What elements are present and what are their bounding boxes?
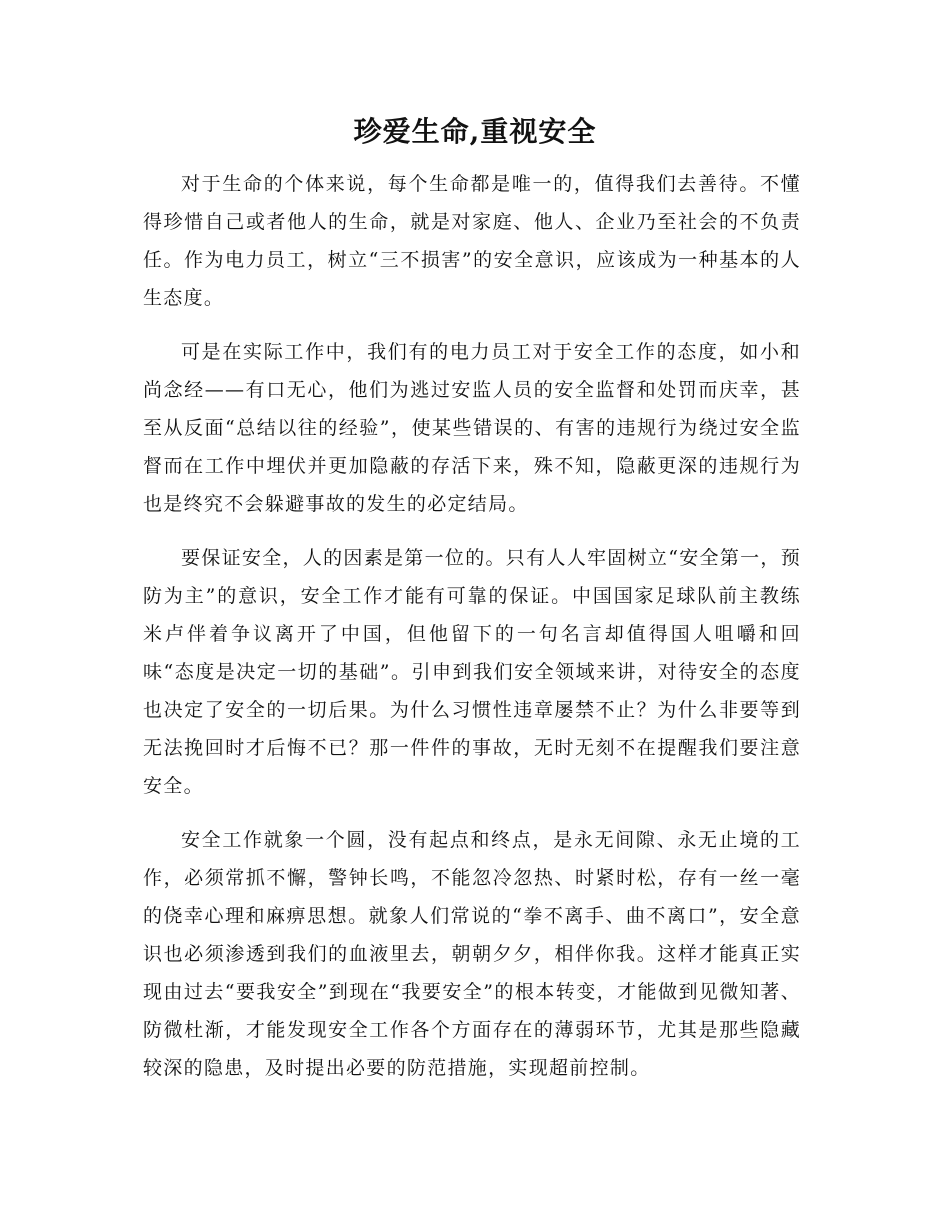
paragraph-4: 安全工作就象一个圆，没有起点和终点，是永无间隙、永无止境的工作，必须常抓不懈，警钟长鸣，不能忽冷忽热、时紧时松，存有一丝一毫的侥幸心理和麻痹思想。就象人们常说的“拳不离手、曲不离口”，安全意识也必须渗透到我们的血液里去，朝朝夕夕，相伴你我。这样才能真正实现由过去“要我安全”到现在“我要安全”的根本转变，才能做到见微知著、防微杜渐，才能发现安全工作各个方面存在的薄弱环节，尤其是那些隐藏较深的隐患，及时提出必要的防范措施，实现超前控制。 — [143, 829, 801, 1079]
paragraph-1: 对于生命的个体来说，每个生命都是唯一的，值得我们去善待。不懂得珍惜自己或者他人的生命，就是对家庭、他人、企业乃至社会的不负责任。作为电力员工，树立“三不损害”的安全意识，应该成为一种基本的人生态度。 — [143, 173, 801, 309]
paragraph-2: 可是在实际工作中，我们有的电力员工对于安全工作的态度，如小和尚念经——有口无心，他们为逃过安监人员的安全监督和处罚而庆幸，甚至从反面“总结以往的经验”，使某些错误的、有害的违规行为绕过安全监督而在工作中埋伏并更加隐蔽的存活下来，殊不知，隐蔽更深的违规行为也是终究不会躲避事故的发生的必定结局。 — [143, 341, 801, 515]
document-body — [143, 165, 801, 1103]
paragraph-3: 要保证安全，人的因素是第一位的。只有人人牢固树立“安全第一，预防为主”的意识，安全工作才能有可靠的保证。中国国家足球队前主教练米卢伴着争议离开了中国，但他留下的一句名言却值得国人咀嚼和回味“态度是决定一切的基础”。引申到我们安全领域来讲，对待安全的态度也决定了安全的一切后果。为什么习惯性违章屡禁不止？为什么非要等到无法挽回时才后悔不已？那一件件的事故，无时无刻不在提醒我们要注意安全。 — [143, 547, 802, 797]
document-title: 珍爱生命,重视安全 — [353, 115, 597, 148]
